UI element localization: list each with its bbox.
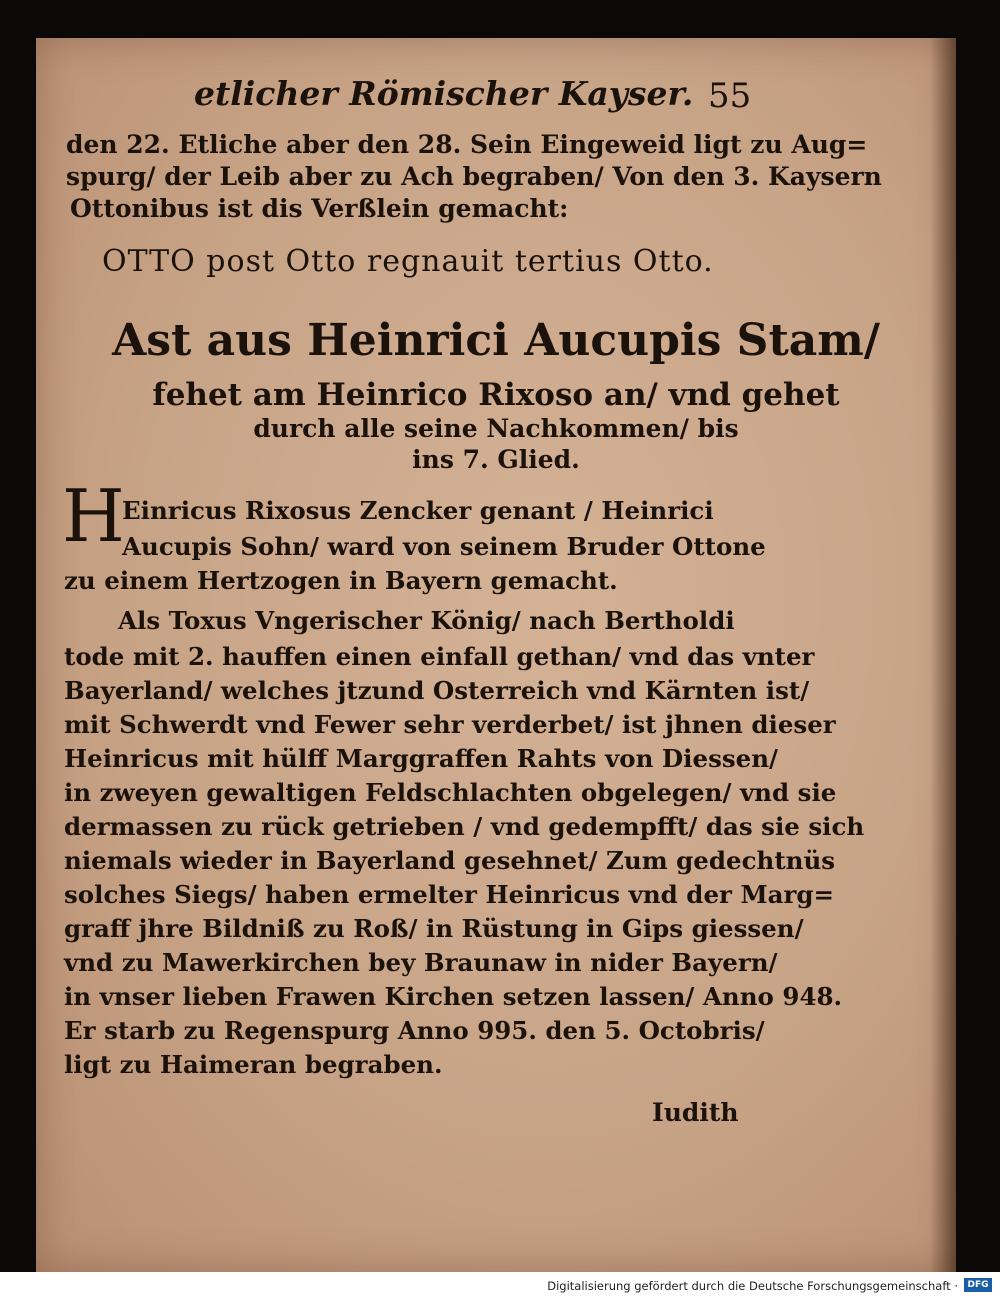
paragraph-line: Heinricus mit hülff Marggraffen Rahts von Diessen/ [64,744,779,773]
paragraph-line: dermassen zu rück getrieben / vnd gedempfft/ das sie sich [64,812,865,841]
paragraph-line: Aucupis Sohn/ ward von seinem Bruder Ottone [122,532,766,561]
paragraph-line: niemals wieder in Bayerland gesehnet/ Zum gedechtnüs [64,846,836,875]
paragraph-line: in vnser lieben Frawen Kirchen setzen lassen/ Anno 948. [64,982,843,1011]
funding-credit: Digitalisierung gefördert durch die Deutsche Forschungsgemeinschaft · [547,1279,958,1293]
paragraph-line: mit Schwerdt vnd Fewer sehr verderbet/ ist jhnen dieser [64,710,836,739]
paragraph-line: graff jhre Bildniß zu Roß/ in Rüstung in Gips giessen/ [64,914,804,943]
book-page [36,38,956,1272]
section-heading-line: fehet am Heinrico Rixoso an/ vnd gehet [152,377,840,413]
running-head: etlicher Römischer Kayser. [194,74,694,113]
paragraph-line: Einricus Rixosus Zencker genant / Heinrici [122,496,714,525]
page-number: 55 [708,76,752,116]
section-heading-line: ins 7. Glied. [412,445,580,474]
paragraph-line: solches Siegs/ haben ermelter Heinricus vnd der Marg= [64,880,835,909]
paragraph-line: tode mit 2. hauffen einen einfall gethan/ vnd das vnter [64,642,815,671]
intro-line: den 22. Etliche aber den 28. Sein Eingeweid ligt zu Aug= [66,130,868,159]
intro-line: Ottonibus ist dis Verßlein gemacht: [70,194,569,223]
drop-cap-initial: H [62,474,125,558]
dfg-logo-icon[interactable]: DFG [964,1278,992,1292]
paragraph-line: Als Toxus Vngerischer König/ nach Bertholdi [118,606,735,635]
section-heading-line: durch alle seine Nachkommen/ bis [253,414,739,443]
catchword: Iudith [652,1098,739,1127]
latin-verse: OTTO post Otto regnauit tertius Otto. [102,244,714,279]
intro-line: spurg/ der Leib aber zu Ach begraben/ Von den 3. Kaysern [66,162,882,191]
paragraph-line: Bayerland/ welches jtzund Osterreich vnd Kärnten ist/ [64,676,810,705]
paragraph-line: in zweyen gewaltigen Feldschlachten obgelegen/ vnd sie [64,778,837,807]
paragraph-line: Er starb zu Regenspurg Anno 995. den 5. Octobris/ [64,1016,765,1045]
paragraph-line: vnd zu Mawerkirchen bey Braunaw in nider Bayern/ [64,948,778,977]
paragraph-line: ligt zu Haimeran begraben. [64,1050,443,1079]
paragraph-line: zu einem Hertzogen in Bayern gemacht. [64,566,618,595]
section-heading-line: Ast aus Heinrici Aucupis Stam/ [112,315,880,366]
page-edge-shadow [930,38,956,1272]
